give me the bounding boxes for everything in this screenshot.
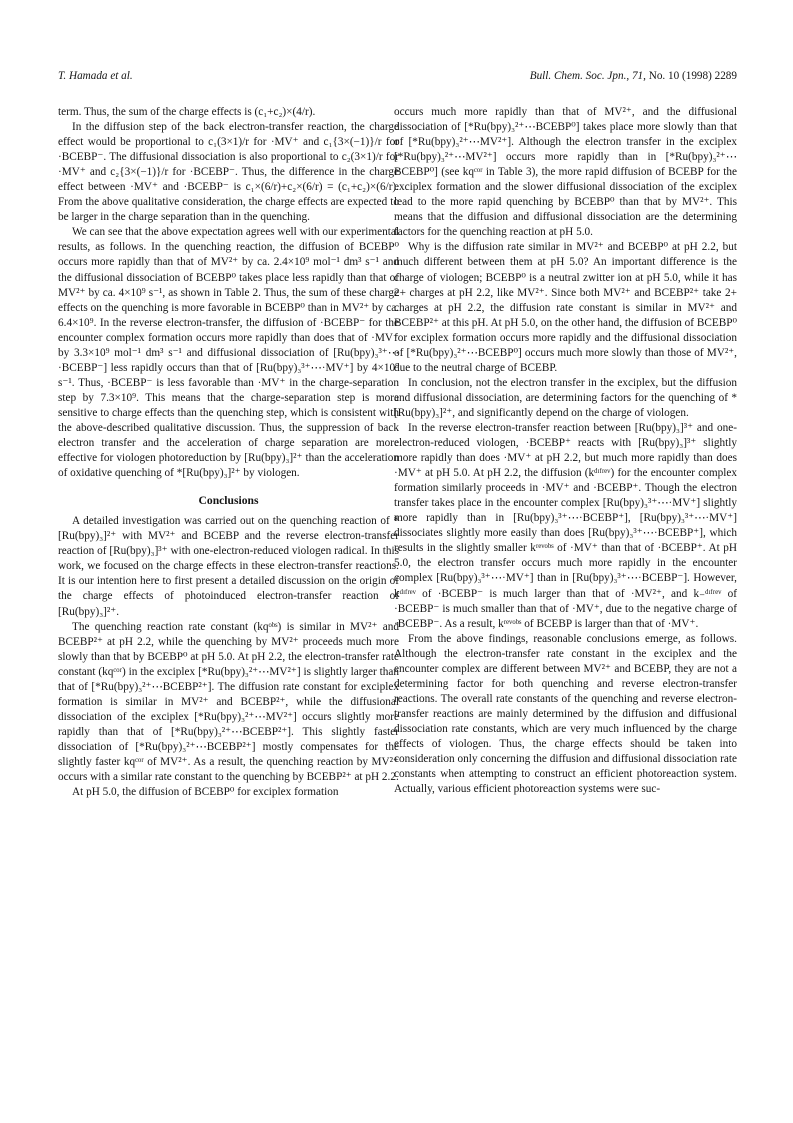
paragraph: Why is the diffusion rate similar in MV²⁺ and BCEBP⁰ at pH 2.2, but much different between them at pH 5.0? An important difference is the charge of viologen; BCEBP⁰ is a neutral zwitter ion at pH 5.0, while it has 2+ charges at pH 2.2, like MV²⁺. Since both MV²⁺ and BCEBP²⁺ take 2+ charges at pH 2.2, the diffusion rate constant is similar in MV²⁺ and BCEBP²⁺ at this pH. At pH 5.0, on the other hand, the diffusion of BCEBP⁰ for exciplex formation occurs more rapidly and the diffusional dissociation of [*Ru(bpy)₃²⁺⋯BCEBP⁰] occurs much more slowly than those of MV²⁺, due to the neutral charge of BCEBP. [394, 241, 737, 374]
left-column [58, 105, 399, 800]
paragraph: In the reverse electron-transfer reaction between [Ru(bpy)₃]³⁺ and one-electron-reduced viologen, ·BCEBP⁺ reacts with [Ru(bpy)₃]³⁺ slightly more rapidly than does ·MV⁺ at pH 2.2, but much more rapidly than does ·MV⁺ at pH 5.0. At pH 2.2, the diffusion (kᵈᶦᶠʳᵉᵛ) for the encounter complex formation similarly proceeds in ·MV⁺ and ·BCEBP⁺. Though the electron transfer takes place in the encounter complex [Ru(bpy)₃³⁺⋯·MV⁺] slightly more rapidly than in [Ru(bpy)₃³⁺⋯·BCEBP⁺], [Ru(bpy)₃³⁺⋯·MV⁺] dissociates slightly more easily than does [Ru(bpy)₃³⁺⋯·BCEBP⁺], which results in the slightly smaller kʳᵉᵛᵒᵇˢ of ·MV⁺ than that of ·BCEBP⁺. At pH 5.0, the electron transfer occurs much more rapidly in the encounter complex [Ru(bpy)₃³⁺⋯·MV⁺] than in [Ru(bpy)₃³⁺⋯·BCEBP⁻]. However, kᵈᶦᶠʳᵉᵛ of ·BCEBP⁻ is much larger than that of ·MV²⁺, and k₋ᵈᶦᶠʳᵉᵛ of ·BCEBP⁻ is much smaller than that of ·MV⁺, due to the negative charge of ·BCEBP⁻. As a result, kʳᵉᵛᵒᵇˢ of BCEBP is larger than that of ·MV⁺. [394, 421, 737, 630]
paragraph: occurs much more rapidly than that of MV²⁺, and the diffusional dissociation of [*Ru(bpy)₃²⁺⋯BCEBP⁰] takes place more slowly than that of [*Ru(bpy)₃²⁺⋯MV²⁺]. Although the electron transfer in the exciplex [*Ru(bpy)₃²⁺⋯MV²⁺] occurs more rapidly than in [*Ru(bpy)₃²⁺⋯BCEBP⁰] (see kqᶜᵒʳ in Table 3), the more rapid diffusion of BCEBP for the exciplex formation and the slower diffusional dissociation of the exciplex lead to the more rapid quenching by BCEBP⁰ than that by MV²⁺. This means that the diffusion and diffusional dissociation are the determining factors for the quenching reaction at pH 5.0. [394, 106, 737, 239]
running-header-authors: T. Hamada et al. [58, 70, 133, 82]
paragraph: term. Thus, the sum of the charge effects is (c₁+c₂)×(4/r). [58, 106, 316, 118]
section-heading: Conclusions [198, 494, 259, 508]
paragraph: From the above findings, reasonable conclusions emerge, as follows. Although the electron-transfer rate constant in the exciplex and the encounter complex are different between MV²⁺ and BCEBP, they are not a determining factor for both quenching and reverse electron-transfer reactions. The overall rate constants of the quenching and reverse electron-transfer reactions are mainly determined by the diffusion and diffusional dissociation rate constants, which are very much influenced by the charge effects of viologen. Thus, the charge effects should be taken into consideration only concerning the diffusion and diffusional dissociation rate constants when attempting to construct an efficient photoreaction system. Actually, various efficient photoreaction systems were suc- [394, 632, 737, 796]
journal-citation: Bull. Chem. Soc. Jpn., 71, [529, 70, 646, 82]
paragraph: In conclusion, not the electron transfer in the exciplex, but the diffusion and diffusional dissociation, are determining factors for the quenching of *[Ru(bpy)₃]²⁺, and significantly depend on the charge of viologen. [394, 376, 737, 419]
paragraph: We can see that the above expectation agrees well with our experimental results, as follows. In the quenching reaction, the diffusion of BCEBP⁰ occurs more rapidly than that of MV²⁺ by ca. 2.4×10⁹ mol⁻¹ dm³ s⁻¹ and the diffusional dissociation of BCEBP⁰ takes place less rapidly than that of MV²⁺ by ca. 4×10⁹ s⁻¹, as shown in Table 2. Thus, the sum of these charge effects on the quenching is more favorable in BCEBP⁰ than in MV²⁺ by ca. 6.4×10⁹. In the reverse electron-transfer, the diffusion of ·BCEBP⁻ for the encounter complex formation occurs more rapidly than does that of ·MV⁺ by 3.3×10⁹ mol⁻¹ dm³ s⁻¹ and diffusional dissociation of [Ru(bpy)₃³⁺⋯·BCEBP⁻] less rapidly occurs than that of [Ru(bpy)₃³⁺⋯·MV⁺] by 4×10⁹ s⁻¹. Thus, ·BCEBP⁻ is less favorable than ·MV⁺ in the charge-separation step by 7.3×10⁹. This means that the charge-separation step is more sensitive to charge effects than the quenching step, which is consistent with the above-described qualitative discussion. Thus, the suppression of back electron transfer and the acceleration of charge separation are more effective for viologen photoreduction by [Ru(bpy)₃]²⁺ than the acceleration of oxidative quenching of *[Ru(bpy)₃]²⁺ by viologen. [58, 226, 399, 480]
issue-and-page: No. 10 (1998) 2289 [648, 70, 737, 82]
paragraph: A detailed investigation was carried out on the quenching reaction of *[Ru(bpy)₃]²⁺ with MV²⁺ and BCEBP and the reverse electron-transfer reaction of [Ru(bpy)₃]³⁺ with one-electron-reduced viologen radical. In this work, we focused on the charge effects in these electron-transfer reactions. It is our intention here to first present a detailed discussion on the origin of the charge effects of photoinduced electron-transfer reaction of [Ru(bpy)₃]²⁺. [58, 515, 399, 618]
paragraph: In the diffusion step of the back electron-transfer reaction, the charge effect would be proportional to c₁(3×1)/r for ·MV⁺ and c₁{3×(−1)}/r for ·BCEBP⁻. The diffusional dissociation is also proportional to c₂(3×1)/r for ·MV⁺ and c₂{3×(−1)}/r for ·BCEBP⁻. Thus, the difference in the charge effect between ·MV⁺ and ·BCEBP⁻ is c₁×(6/r)+c₂×(6/r) = (c₁+c₂)×(6/r). From the above qualitative consideration, the charge effects are expected to be larger in the charge separation than in the quenching. [58, 121, 399, 224]
paragraph: At pH 5.0, the diffusion of BCEBP⁰ for exciplex formation [72, 786, 339, 799]
right-column [394, 105, 737, 797]
running-header-journal [530, 70, 737, 82]
paragraph: The quenching reaction rate constant (kqᵒᵇˢ) is similar in MV²⁺ and BCEBP²⁺ at pH 2.2, while the quenching by MV²⁺ proceeds much more slowly than that by BCEBP⁰ at pH 5.0. At pH 2.2, the electron-transfer rate constant (kqᶜᵒʳ) in the exciplex [*Ru(bpy)₃²⁺⋯MV²⁺] is slightly larger than that of [*Ru(bpy)₃²⁺⋯BCEBP²⁺]. The diffusion rate constant for exciplex formation is similar in MV²⁺ and BCEBP²⁺, while the diffusional dissociation of the exciplex [*Ru(bpy)₃²⁺⋯MV²⁺] occurs slightly more rapidly than that of [*Ru(bpy)₃²⁺⋯BCEBP²⁺]. This slightly faster dissociation of [*Ru(bpy)₃²⁺⋯BCEBP²⁺] mostly compensates for the slightly faster kqᶜᵒʳ of MV²⁺. As a result, the quenching reaction by MV²⁺ occurs with a similar rate constant to the quenching by BCEBP²⁺ at pH 2.2. [58, 620, 399, 784]
